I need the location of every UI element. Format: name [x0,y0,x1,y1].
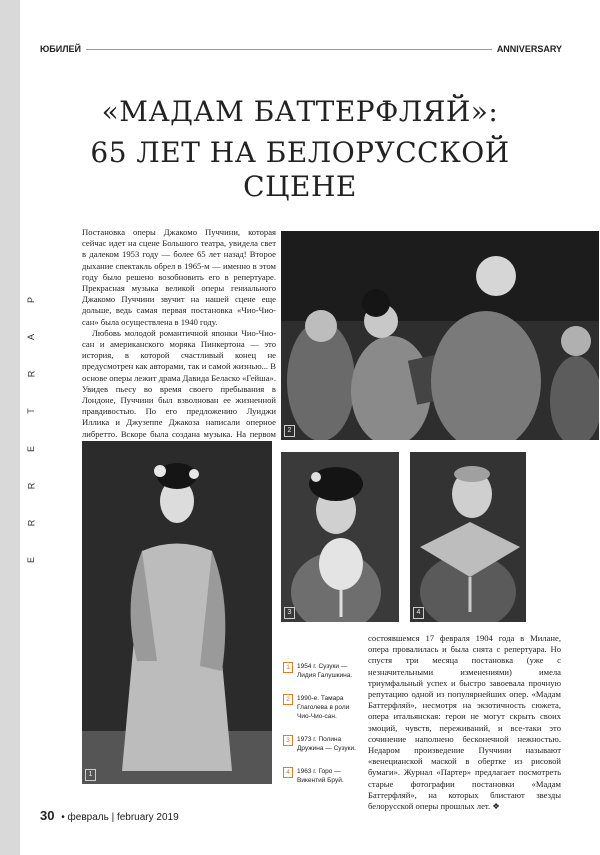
issue-date: • февраль | february 2019 [61,812,179,823]
caption-number: 4 [283,767,293,778]
photo-captions [283,662,363,799]
paragraph: Постановка оперы Джакомо Пуччини, которая сейчас идет на сцене Большого театра, увидела свет в далеком 1953 году — более 65 лет назад! Второе дыхание спектакль обрел в 1965-м — именно в этом году было решено возобновить его в репертуаре. Прекрасная музыка великой оперы гениального Джакомо Пуччини звучит на нашей сцене еще дольше, ведь самая первая постановка «Чио-Чио-сан» была осуществлена в 1940 году. [82,227,276,327]
page-number: 30 [40,808,55,823]
caption-number: 3 [283,735,293,746]
photo-suzuki-portrait [82,441,272,784]
logo-letter: R [26,371,36,378]
logo-letter: E [25,445,36,452]
caption-text: 1963 г. Горо — Викентий Бруй. [297,768,344,784]
page-header [40,44,562,58]
paragraph: Любовь молодой романтичной японки Чио-Чио-сан и американского моряка Пинкертона — это история, в которой счастливый конец не предусмотрен как авторами, так и самой жизнью... В основе оперы лежит драма Давида Беласко «Гейша». Увидев пьесу во время своего пребывания в Лондоне, Пуччини был взволнован ее жизненной правдивостью. По его предложению Луиджи Иллика и Джузеппе Джакоза написали оперное либретто. Вскоре была создана музыка. На первом [82,327,276,439]
caption [283,735,363,753]
section-label-en: ANNIVERSARY [496,44,562,54]
caption [283,662,363,680]
caption-number: 1 [283,662,293,673]
caption-text: 1954 г. Сузуки — Лидия Галушкина. [297,663,353,679]
magazine-vertical-logo [22,295,40,565]
side-strip [0,0,20,855]
caption-text: 1990-е. Тамара Глаголева в роли Чио-Чио-сан. [297,695,350,720]
caption [283,694,363,721]
photo-number: 3 [284,607,295,619]
page-footer [40,808,179,823]
photo-number: 1 [85,769,96,781]
photo-number: 2 [284,425,295,437]
logo-letter: E [25,556,36,563]
logo-letter: A [25,334,36,341]
article-column-2: состоявшемся 17 февраля 1904 года в Милане, опера провалилась и была снята с репертуара. Но спустя три месяца постановка (уже с незначительными изменениями) имела триумфальный успех и быстро завоевала прочную репутацию одной из популярнейших опер. «Мадам Баттерфляй», несмотря на экзотичность сюжета, опера итальянская: герои не могут скрыть своих эмоций, чувств, переживаний, и все-таки это сочинение наполнено бесконечной нежностью. Недаром произведение Пуччини называют «венецианской маской в обертке из рисовой бумаги». Журнал «Партер» предлагает посмотреть старые фотографии постановки «Мадам Баттерфляй», на которых блистают звезды белорусской оперы прошлых лет. ❖ [368,633,561,812]
logo-letter: R [26,482,36,489]
photo-group-scene [281,231,599,440]
logo-letter: R [26,519,36,527]
photo-suzuki-with-fan [281,452,399,622]
header-rule [86,49,492,50]
photo-number: 4 [413,607,424,619]
logo-letter: P [25,296,36,304]
caption [283,767,363,785]
article-column-1 [82,227,276,451]
article-title-line2: 65 ЛЕТ НА БЕЛОРУССКОЙ СЦЕНЕ [90,136,510,203]
caption-number: 2 [283,694,293,705]
logo-letter: T [26,408,36,415]
photo-goro-with-fan [410,452,526,622]
article-title-line1: «МАДАМ БАТТЕРФЛЯЙ»: [101,95,499,128]
caption-text: 1973 г. Полина Дружина — Сузуки. [297,736,356,752]
section-label: ЮБИЛЕЙ [40,44,82,54]
